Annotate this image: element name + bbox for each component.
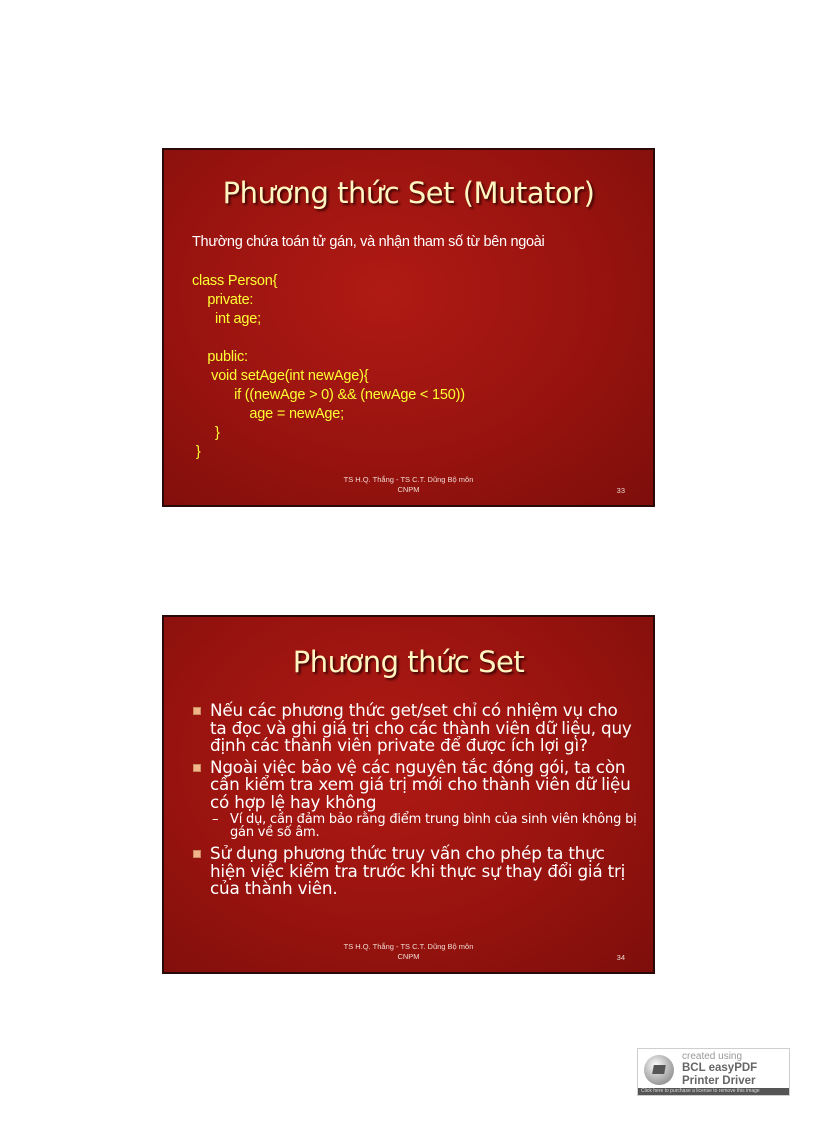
- page-number: 33: [616, 486, 625, 495]
- badge-created-using: created using: [682, 1051, 743, 1062]
- slide-title: Phương thức Set: [292, 645, 525, 679]
- footer-authors: TS H.Q. Thắng - TS C.T. Dũng Bộ môn: [343, 942, 474, 951]
- slide-34: [162, 615, 655, 974]
- code-line: int age;: [192, 311, 261, 327]
- footer-authors: TS H.Q. Thắng - TS C.T. Dũng Bộ môn: [343, 475, 474, 484]
- code-line: age = newAge;: [192, 406, 344, 422]
- badge-product-name: BCL easyPDF: [682, 1062, 758, 1074]
- code-block: [192, 272, 465, 462]
- code-line: private:: [192, 292, 254, 308]
- square-bullet-icon: [193, 764, 201, 772]
- square-bullet-icon: [193, 850, 201, 858]
- bullet-item: [192, 756, 637, 812]
- code-line: }: [192, 425, 220, 441]
- footer-department: CNPM: [397, 952, 420, 961]
- code-line: if ((newAge > 0) && (newAge < 150)): [192, 387, 465, 403]
- slide-subtitle: Thường chứa toán tử gán, và nhận tham số từ bên ngoài: [192, 234, 545, 250]
- code-line: [192, 329, 465, 348]
- badge-product-type: Printer Driver: [682, 1075, 756, 1087]
- bullet-list: [192, 702, 637, 902]
- square-bullet-icon: [193, 707, 201, 715]
- bullet-item: [192, 702, 637, 755]
- code-line: class Person{: [192, 273, 278, 289]
- slide-footer: [164, 942, 653, 962]
- sub-bullet-text: Ví dụ, cần đảm bảo rằng điểm trung bình của sinh viên không bị gán về số âm.: [230, 812, 637, 840]
- badge-purchase-link[interactable]: Click here to purchase a license to remove this image: [638, 1088, 789, 1095]
- easypdf-badge[interactable]: [637, 1048, 790, 1096]
- footer-department: CNPM: [397, 485, 420, 494]
- printer-logo-icon: [644, 1055, 674, 1085]
- dash-icon: –: [212, 812, 219, 827]
- page-number: 34: [616, 953, 625, 962]
- sub-bullet-item: [192, 813, 637, 839]
- slide-title: Phương thức Set (Mutator): [222, 176, 595, 210]
- bullet-text: Sử dụng phương thức truy vấn cho phép ta thực hiện việc kiểm tra trước khi thực sự thay đổi giá trị của thành viên.: [210, 843, 626, 898]
- bullet-text: Ngoài việc bảo vệ các nguyên tắc đóng gói, ta còn cần kiểm tra xem giá trị mới cho thành viên dữ liệu có hợp lệ hay không: [210, 756, 631, 812]
- code-line: }: [192, 444, 201, 460]
- bullet-item: [192, 845, 637, 898]
- code-line: void setAge(int newAge){: [192, 368, 369, 384]
- bullet-text: Nếu các phương thức get/set chỉ có nhiệm vụ cho ta đọc và ghi giá trị cho các thành viên dữ liệu, quy định các thành viên private để được ích lợi gì?: [210, 700, 632, 755]
- code-line: public:: [192, 349, 248, 365]
- slide-33: [162, 148, 655, 507]
- slide-footer: [164, 475, 653, 495]
